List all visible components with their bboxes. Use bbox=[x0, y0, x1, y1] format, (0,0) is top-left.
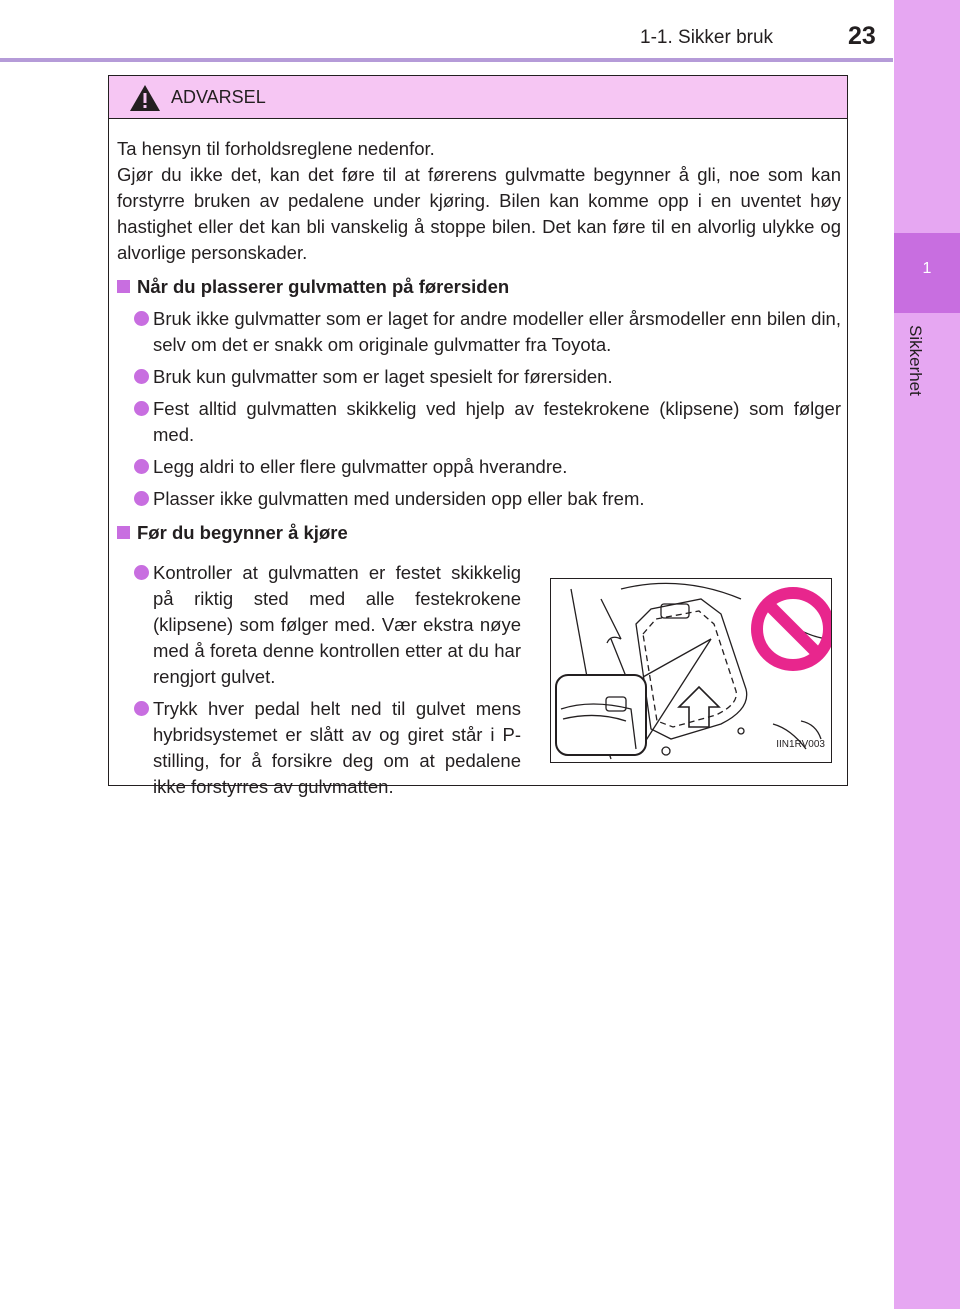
warning-box bbox=[108, 75, 848, 797]
list-item-text: Bruk kun gulvmatter som er laget spesielt for førersiden. bbox=[153, 366, 613, 387]
section-heading-text: Når du plasserer gulvmatten på førersiden bbox=[137, 276, 510, 297]
header-rule bbox=[0, 58, 893, 62]
bullet-dot-icon bbox=[134, 565, 149, 580]
warning-intro bbox=[117, 136, 841, 266]
floor-mat-illustration bbox=[550, 578, 832, 763]
before-driving-block bbox=[117, 560, 841, 800]
bullet-dot-icon bbox=[134, 401, 149, 416]
list-item bbox=[117, 486, 841, 512]
figure-code: IIN1RV003 bbox=[776, 739, 825, 750]
side-strip bbox=[894, 0, 960, 1309]
list-item-text: Bruk ikke gulvmatter som er laget for andre modeller eller årsmodeller enn bilen din, selv om det er snakk om originale gulvmatter fra Toyota. bbox=[153, 308, 841, 355]
section-heading-placement bbox=[117, 274, 841, 300]
warning-title: ADVARSEL bbox=[171, 87, 266, 107]
intro-paragraph: Gjør du ikke det, kan det føre til at førerens gulvmatte begynner å gli, noe som kan forstyrre bruken av pedalene under kjøring. Bilen kan komme opp i en uventet høy hastighet eller det kan bli vanskelig å stoppe bilen. Det kan føre til en alvorlig ulykke og alvorlige personskader. bbox=[117, 164, 841, 263]
list-item bbox=[117, 454, 841, 480]
chapter-number: 1 bbox=[922, 260, 932, 277]
section-title: 1-1. Sikker bruk bbox=[640, 27, 774, 48]
section-heading-text: Før du begynner å kjøre bbox=[137, 522, 348, 543]
chapter-label: Sikkerhet bbox=[906, 325, 925, 396]
bullet-dot-icon bbox=[134, 491, 149, 506]
list-item-text: Kontroller at gulvmatten er festet skikkelig på riktig sted med alle festekrokene (klipsene) som følger med. Vær ekstra nøye med å foreta denne kontrollen etter at du har rengjort gulvet. bbox=[153, 562, 521, 687]
intro-line: Ta hensyn til forholdsreglene nedenfor. bbox=[117, 138, 435, 159]
before-driving-list bbox=[117, 560, 521, 800]
square-marker-icon bbox=[117, 526, 130, 539]
page-number: 23 bbox=[848, 22, 876, 50]
bullet-dot-icon bbox=[134, 701, 149, 716]
bullet-dot-icon bbox=[134, 369, 149, 384]
warning-body bbox=[117, 136, 841, 800]
list-item bbox=[117, 364, 841, 390]
list-item-text: Plasser ikke gulvmatten med undersiden opp eller bak frem. bbox=[153, 488, 645, 509]
warning-triangle-icon bbox=[129, 84, 161, 112]
list-item bbox=[117, 396, 841, 448]
bullet-dot-icon bbox=[134, 459, 149, 474]
list-item-text: Trykk hver pedal helt ned til gulvet mens hybridsystemet er slått av og giret står i P-stilling, for å forsikre deg om at pedalene ikke forstyrres av gulvmatten. bbox=[153, 698, 521, 797]
list-item-text: Legg aldri to eller flere gulvmatter oppå hverandre. bbox=[153, 456, 568, 477]
bullet-dot-icon bbox=[134, 311, 149, 326]
warning-header bbox=[109, 76, 847, 119]
list-item bbox=[117, 560, 521, 690]
prohibit-icon bbox=[757, 593, 829, 665]
square-marker-icon bbox=[117, 280, 130, 293]
chapter-tab[interactable] bbox=[894, 233, 960, 313]
list-item bbox=[117, 696, 521, 800]
list-item bbox=[117, 306, 841, 358]
section-heading-before-driving bbox=[117, 520, 841, 546]
list-item-text: Fest alltid gulvmatten skikkelig ved hjelp av festekrokene (klipsene) som følger med. bbox=[153, 398, 841, 445]
